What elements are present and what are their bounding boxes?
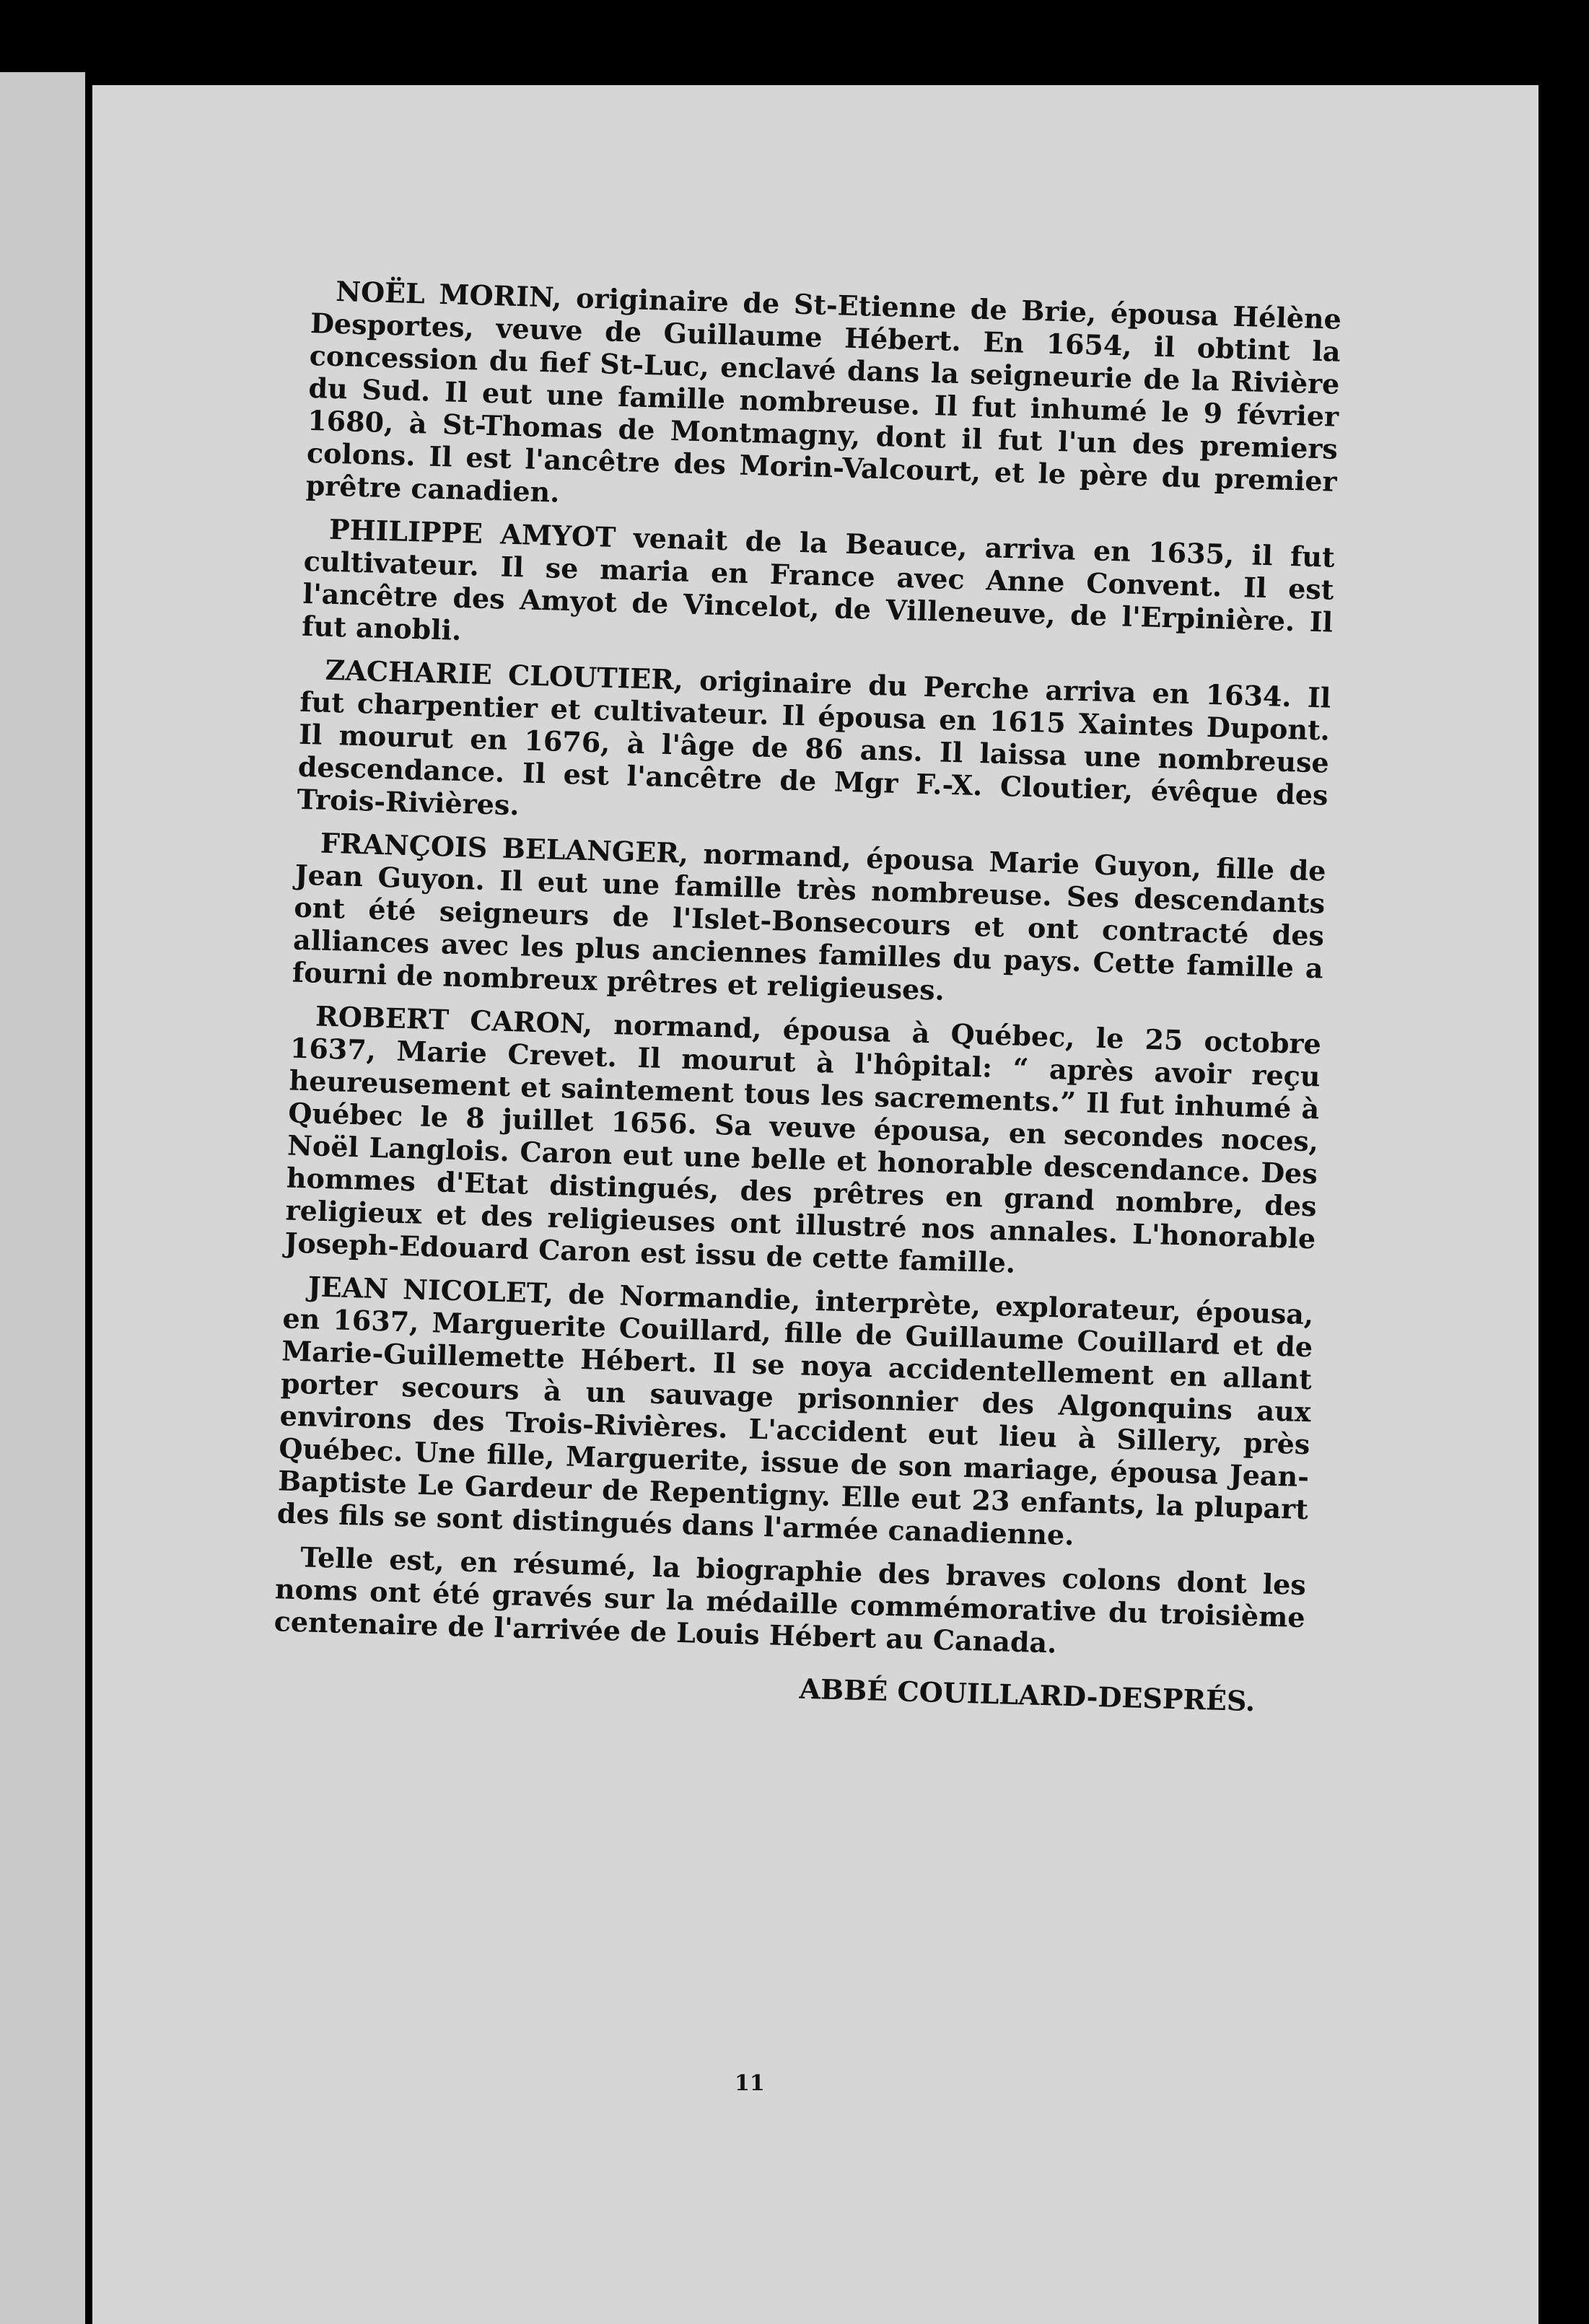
- paragraph-robert-caron: ROBERT CARON, normand, épousa à Québec, le 25 octobre 1637, Marie Crevet. Il mourut à l'hôpital: “ après avoir reçu heureusement et saintement tous les sacrements.” Il fut inhumé à Québec le 8 juillet 1656. Sa veuve épousa, en secondes noces, Noël Langlois. Caron eut une belle et honorable descendance. Des hommes d'Etat distingués, des prêtres en grand nombre, des religieux et des religieuses ont illustré nos annales. L'honorable Joseph-Edouard Caron est issu de cette famille.: [284, 999, 1322, 1279]
- author-signature: ABBÉ COUILLARD-DESPRÉS.: [798, 1672, 1256, 1718]
- biography-text: [272, 274, 1341, 1719]
- paragraph-philippe-amyot: PHILIPPE AMYOT venait de la Beauce, arriva en 1635, il fut cultivateur. Il se maria en France avec Anne Convent. Il est l'ancêtre des Amyot de Vincelot, de Villeneuve, de l'Erpinière. Il fut anobli.: [301, 512, 1336, 646]
- page-number: 11: [735, 2071, 765, 2096]
- previous-page-edge: [0, 72, 85, 2324]
- paragraph-jean-nicolet: JEAN NICOLET, de Normandie, interprète, explorateur, épousa, en 1637, Marguerite Couillard, fille de Guillaume Couillard et de Marie-Guillemette Hébert. Il se noya accidentellement en allant porter secours à un sauvage prisonnier des Algonquins aux environs des Trois-Rivières. L'accident eut lieu à Sillery, près Québec. Une fille, Marguerite, issue de son mariage, épousa Jean-Baptiste Le Gardeur de Repentigny. Elle eut 23 enfants, la plupart des fils se sont distingués dans l'armée canadienne.: [276, 1270, 1314, 1552]
- paragraph-zacharie-cloutier: ZACHARIE CLOUTIER, originaire du Perche arriva en 1634. Il fut charpentier et cultivateur. Il épousa en 1615 Xaintes Dupont. Il mourut en 1676, à l'âge de 86 ans. Il laissa une nombreuse descendance. Il est l'ancêtre de Mgr F.-X. Cloutier, évêque des Trois-Rivières.: [297, 653, 1331, 822]
- paragraph-summary: Telle est, en résumé, la biographie des braves colons dont les noms ont été gravés sur la médaille commémorative du troisième centenaire de l'arrivée de Louis Hébert au Canada.: [273, 1540, 1307, 1659]
- paragraph-noel-morin: NOËL MORIN, originaire de St-Etienne de Brie, épousa Hélène Desportes, veuve de Guillaume Hébert. En 1654, il obtint la concession du fief St-Luc, enclavé dans la seigneurie de la Rivière du Sud. Il eut une famille nombreuse. Il fut inhumé le 9 février 1680, à St-Thomas de Montmagny, dont il fut l'un des premiers colons. Il est l'ancêtre des Morin-Valcourt, et le père du premier prêtre canadien.: [305, 274, 1342, 509]
- paragraph-francois-belanger: FRANÇOIS BELANGER, normand, épousa Marie Guyon, fille de Jean Guyon. Il eut une famille très nombreuse. Ses descendants ont été seigneurs de l'Islet-Bonsecours et ont contracté des alliances avec les plus anciennes familles du pays. Cette famille a fourni de nombreux prêtres et religieuses.: [292, 826, 1327, 1007]
- book-page: [92, 85, 1538, 2324]
